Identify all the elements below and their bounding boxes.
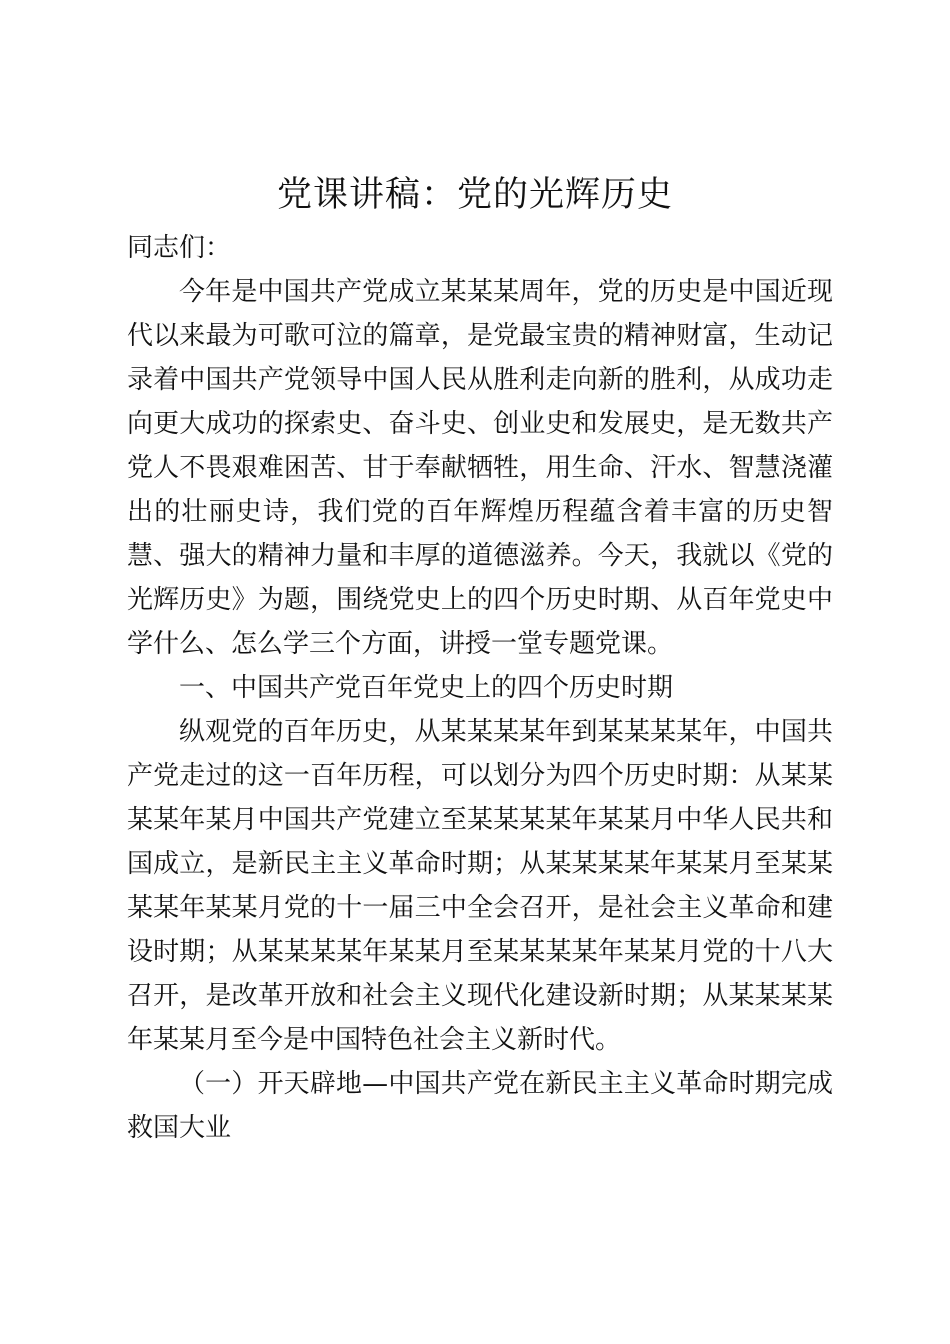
document-body (127, 226, 833, 1150)
subsection-heading-1: （一）开天辟地—中国共产党在新民主主义革命时期完成救国大业 (127, 1069, 833, 1143)
paragraph-intro: 今年是中国共产党成立某某某周年，党的历史是中国近现代以来最为可歌可泣的篇章，是党最宝贵的精神财富，生动记录着中国共产党领导中国人民从胜利走向新的胜利，从成功走向更大成功的探索史、奋斗史、创业史和发展史，是无数共产党人不畏艰难困苦、甘于奉献牺牲，用生命、汗水、智慧浇灌出的壮丽史诗，我们党的百年辉煌历程蕴含着丰富的历史智慧、强大的精神力量和丰厚的道德滋养。今天，我就以《党的光辉历史》为题，围绕党史上的四个历史时期、从百年党史中学什么、怎么学三个方面，讲授一堂专题党课。 (127, 277, 833, 659)
document-title: 党课讲稿：党的光辉历史 (276, 175, 673, 215)
salutation: 同志们： (127, 233, 232, 263)
section-heading-1: 一、中国共产党百年党史上的四个历史时期 (179, 673, 674, 703)
paragraph-periods: 纵观党的百年历史，从某某某某年到某某某某年，中国共产党走过的这一百年历程，可以划分为四个历史时期：从某某某某年某月中国共产党建立至某某某某年某某月中华人民共和国成立，是新民主主义革命时期；从某某某某年某某月至某某某某年某某月党的十一届三中全会召开，是社会主义革命和建设时期；从某某某某年某某月至某某某某年某某月党的十八大召开，是改革开放和社会主义现代化建设新时期；从某某某某年某某月至今是中国特色社会主义新时代。 (127, 717, 833, 1055)
